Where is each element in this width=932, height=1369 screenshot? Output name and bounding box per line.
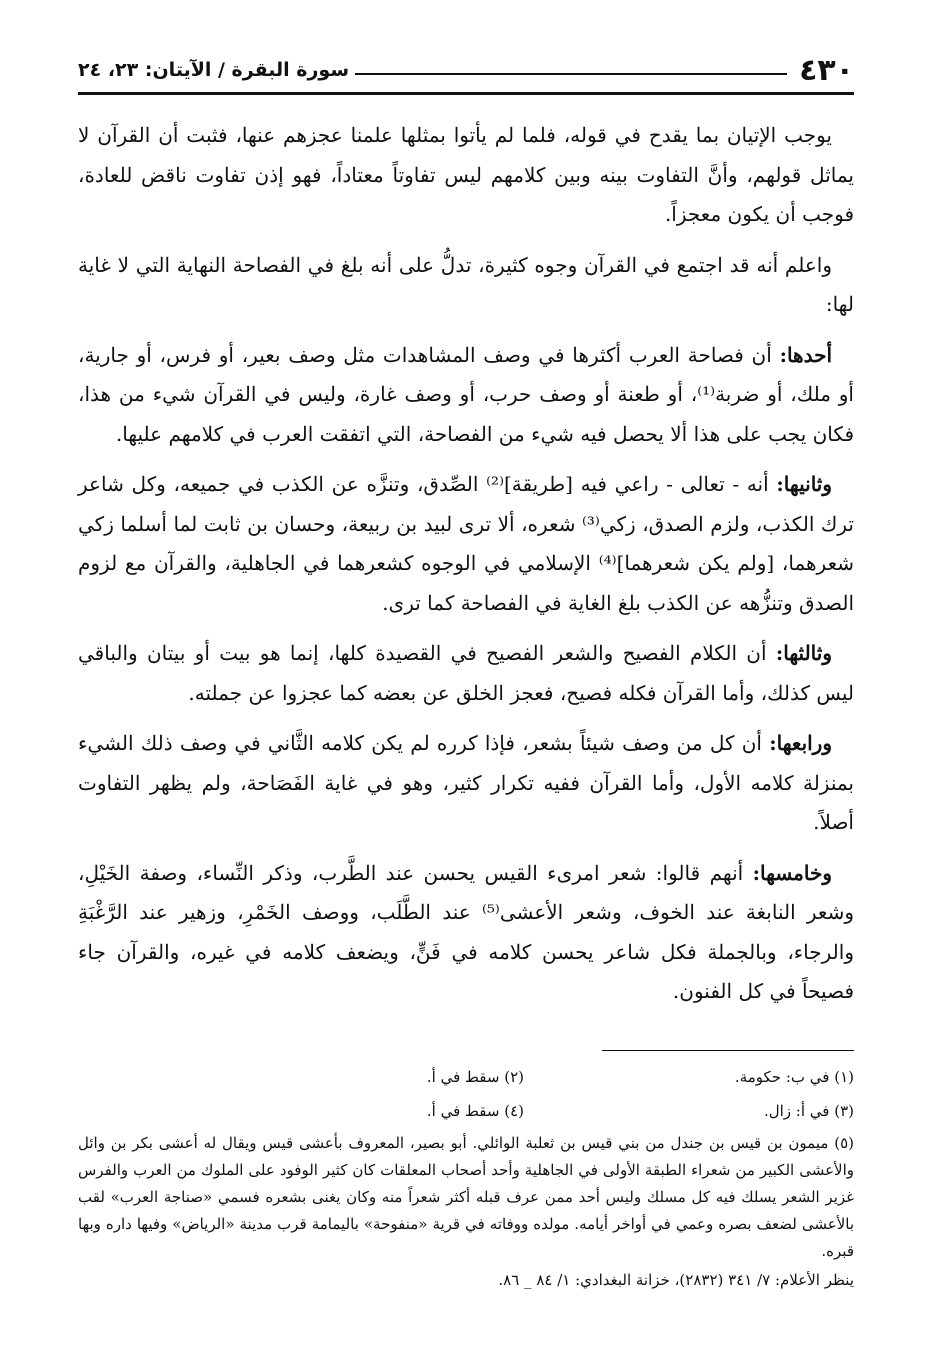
- paragraph: [78, 634, 854, 713]
- paragraph-text: أنهم قالوا: شعر امرىء القيس يحسن عند الطَّرب، وذكر النِّساء، وصفة الخَيْلِ، وشعر النابغة عند الخوف، وشعر الأعشى⁽⁵⁾ عند الطَّلَب، ووصف الخَمْرِ، وزهير عند الرَّغْبَةِ والرجاء، وبالجملة فكل شاعر يحسن كلامه في فَنٍّ، ويضعف كلامه في غيره، والقرآن جاء فصيحاً في كل الفنون.: [78, 860, 854, 1003]
- paragraph-lead: أحدها:: [779, 342, 833, 367]
- paragraph-lead: وثالثها:: [775, 641, 833, 665]
- footnote-row: [78, 1060, 854, 1094]
- footnote-1: (١) في ب: حكومة.: [734, 1068, 854, 1086]
- running-header: [78, 52, 854, 88]
- footnote-2: (٢) سقط في أ.: [426, 1068, 524, 1086]
- paragraph: [78, 246, 854, 325]
- paragraph-text: أن كل من وصف شيئاً بشعر، فإذا كرره لم يكن كلامه الثَّاني في وصف ذلك الشيء بمنزلة كلامه الأول، وأما القرآن ففيه تكرار كثير، وهو في غاية الفَصَاحة، ولم يظهر التفاوت أصلاً.: [78, 731, 854, 834]
- paragraph-text: أن فصاحة العرب أكثرها في وصف المشاهدات مثل وصف بعير، أو فرس، أو جارية، أو ملك، أو ضربة⁽¹⁾، أو طعنة أو وصف حرب، أو وصف غارة، وليس في القرآن شيء من هذا، فكان يجب على هذا ألا يحصل فيه شيء من الفصاحة، التي اتفقت العرب في كلامهم عليها.: [78, 342, 854, 446]
- paragraph-text: واعلم أنه قد اجتمع في القرآن وجوه كثيرة، تدلُّ على أنه بلغ في الفصاحة النهاية التي لا غاية لها:: [78, 252, 854, 316]
- footnote-3: (٣) في أ: زال.: [763, 1102, 854, 1120]
- running-title: سورة البقرة / الآيتان: ٢٣، ٢٤: [78, 59, 350, 81]
- header-dash: [355, 73, 787, 75]
- footnotes: [78, 1060, 854, 1293]
- paragraph: [78, 116, 854, 235]
- paragraph: [78, 465, 854, 623]
- paragraph-lead: ورابعها:: [769, 731, 833, 755]
- footnote-source: ينظر الأعلام: ٧/ ٣٤١ (٢٨٣٢)، خزانة البغدادي: ١/ ٨٤ _ ٨٦.: [498, 1271, 854, 1289]
- page-number: ٤٣٠: [799, 52, 854, 88]
- paragraph-lead: وخامسها:: [752, 860, 832, 885]
- paragraph-text: أن الكلام الفصيح والشعر الفصيح في القصيدة كلها، إنما هو بيت أو بيتان والباقي ليس كذلك، وأما القرآن فكله فصيح، فعجز الخلق عن بعضه كما عجزوا عن جملته.: [78, 641, 854, 705]
- footnote-5: (٥) ميمون بن قيس بن جندل من بني قيس بن ثعلبة الوائلي. أبو بصير، المعروف بأعشى قيس ويقال له أعشى بكر بن وائل والأعشى الكبير من شعراء الطبقة الأولى في الجاهلية وأحد أصحاب المعلقات كان كثير الوفود على الملوك من العرب والفرس غزير الشعر يسلك فيه كل مسلك وليس أحد ممن عرف قبله أكثر شعراً منه وكان يغنى بشعره فسمي «صناجة العرب» لقب بالأعشى لضعف بصره وعمي في أواخر أيامه. مولده ووفاته في قرية «منفوحة» باليمامة قرب مدينة «الرياض» وفيها داره وبها قبره.: [78, 1134, 854, 1260]
- paragraph: [78, 724, 854, 843]
- paragraph-text: أنه - تعالى - راعي فيه [طريقة]⁽²⁾ الصِّدق، وتنزَّه عن الكذب في جميعه، وكل شاعر ترك الكذب، ولزم الصدق، زكي⁽³⁾ شعره، ألا ترى لبيد بن ربيعة، وحسان بن ثابت لما أسلما زكي شعرهما، [ولم يكن شعرهما]⁽⁴⁾ الإسلامي في الوجوه كشعرهما في الجاهلية، والقرآن مع لزوم الصدق وتنزُّهه عن الكذب بلغ الغاية في الفصاحة كما ترى.: [78, 472, 854, 615]
- paragraph-lead: وثانيها:: [776, 472, 833, 496]
- paragraph: [78, 854, 854, 1012]
- main-text: [78, 116, 854, 1023]
- footnote-4: (٤) سقط في أ.: [426, 1102, 524, 1120]
- footnote-separator: [602, 1050, 854, 1051]
- paragraph: [78, 336, 854, 455]
- footnote-row: [78, 1094, 854, 1128]
- header-rule: [78, 92, 854, 95]
- paragraph-text: يوجب الإتيان بما يقدح في قوله، فلما لم يأتوا بمثلها علمنا عجزهم عنها، فثبت أن القرآن لا يماثل قولهم، وأنَّ التفاوت بينه وبين كلامهم ليس تفاوتاً معتاداً، فهو إذن تفاوت ناقض للعادة، فوجب أن يكون معجزاً.: [78, 123, 854, 226]
